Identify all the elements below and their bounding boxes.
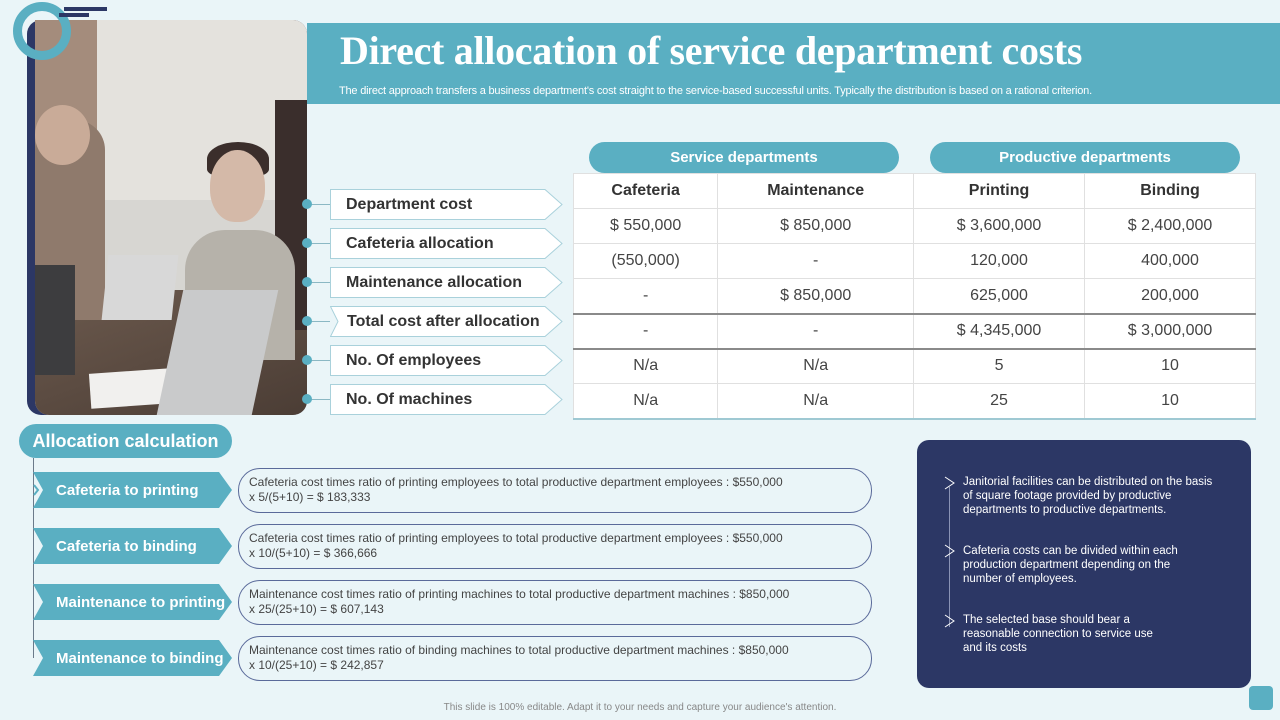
note-item: Cafeteria costs can be divided within each production department depending on the number of employees. [963, 545, 1178, 585]
alloc-tag-cafeteria-printing [33, 472, 232, 508]
table-cell: 400,000 [1085, 244, 1256, 279]
row-label-text: Maintenance allocation [346, 274, 523, 291]
row-label-text: No. Of machines [346, 391, 473, 408]
connector-line [310, 282, 330, 283]
note-item: The selected base should bear a reasonable connection to service use and its costs [963, 614, 1153, 654]
row-label-maintenance-allocation [330, 267, 563, 298]
row-label-machines [330, 384, 563, 415]
row-label-text: Department cost [346, 196, 473, 213]
photo-person-head [35, 105, 90, 165]
table-row [574, 244, 1256, 279]
formula-line: Maintenance cost times ratio of printing machines to total productive department machines : $850,000 [249, 587, 790, 601]
connector-line [310, 321, 330, 322]
row-label-total-cost [330, 306, 563, 337]
column-header-binding: Binding [1085, 174, 1256, 209]
connector-line [310, 399, 330, 400]
allocation-calculation-title: Allocation calculation [19, 424, 232, 458]
formula-line: Maintenance cost times ratio of binding machines to total productive department machines : $850,000 [249, 643, 789, 657]
alloc-tag-label: Cafeteria to binding [56, 538, 197, 555]
alloc-tag-maintenance-printing [33, 584, 232, 620]
chevron-right-icon [943, 614, 957, 628]
alloc-tag-label: Maintenance to binding [56, 650, 224, 667]
chevron-right-icon [943, 476, 957, 490]
row-label-text: Cafeteria allocation [346, 235, 494, 252]
row-label-employees [330, 345, 563, 376]
column-header-printing: Printing [914, 174, 1085, 209]
footer-note: This slide is 100% editable. Adapt it to your needs and capture your audience's attention. [443, 702, 837, 713]
table-cell: - [574, 279, 718, 314]
table-cell: N/a [574, 349, 718, 384]
connector-line [310, 360, 330, 361]
alloc-formula-box [238, 636, 872, 681]
column-header-cafeteria: Cafeteria [574, 174, 718, 209]
table-cell: N/a [718, 349, 914, 384]
table-cell: $ 4,345,000 [914, 314, 1085, 349]
table-cell: - [574, 314, 718, 349]
decorative-line [59, 13, 89, 17]
table-cell: 25 [914, 384, 1085, 419]
alloc-tag-label: Maintenance to printing [56, 594, 226, 611]
row-label-department-cost [330, 189, 563, 220]
row-label-text: Total cost after allocation [347, 313, 540, 330]
table-cell: 10 [1085, 349, 1256, 384]
table-row [574, 349, 1256, 384]
table-row [574, 209, 1256, 244]
bullet-dot-icon [302, 394, 312, 404]
alloc-tag-cafeteria-binding [33, 528, 232, 564]
table-cell: N/a [718, 384, 914, 419]
alloc-formula-box [238, 524, 872, 569]
table-header-row [574, 174, 1256, 209]
formula-result: x 10/(5+10) = $ 366,666 [249, 546, 378, 560]
photo-laptop [102, 255, 179, 320]
formula-result: x 5/(5+10) = $ 183,333 [249, 490, 371, 504]
decorative-ring-icon [13, 2, 71, 60]
connector-line [310, 243, 330, 244]
table-row [574, 384, 1256, 419]
connector-line [310, 204, 330, 205]
table-cell: 625,000 [914, 279, 1085, 314]
formula-result: x 10/(25+10) = $ 242,857 [249, 658, 384, 672]
table-cell: - [718, 244, 914, 279]
bullet-dot-icon [302, 355, 312, 365]
photo-person-head [210, 150, 265, 222]
row-label-cafeteria-allocation [330, 228, 563, 259]
productive-departments-header: Productive departments [930, 142, 1240, 173]
table-cell: $ 3,000,000 [1085, 314, 1256, 349]
chevron-right-icon [34, 485, 38, 495]
table-cell: $ 3,600,000 [914, 209, 1085, 244]
photo-laptop [35, 265, 75, 375]
table-cell: (550,000) [574, 244, 718, 279]
page-subtitle: The direct approach transfers a business department's cost straight to the service-based successful units. Typically the distribution is based on a rational criterion. [339, 85, 1092, 97]
page-title: Direct allocation of service department costs [340, 28, 1083, 73]
table-row-total [574, 314, 1256, 349]
alloc-tag-label: Cafeteria to printing [56, 482, 199, 499]
table-cell: - [718, 314, 914, 349]
table-cell: $ 550,000 [574, 209, 718, 244]
alloc-formula-box [238, 580, 872, 625]
bullet-dot-icon [302, 199, 312, 209]
alloc-formula-box [238, 468, 872, 513]
team-meeting-photo [35, 20, 307, 415]
bullet-dot-icon [302, 316, 312, 326]
formula-line: Cafeteria cost times ratio of printing employees to total productive department employees : $550,000 [249, 531, 783, 545]
table-cell: 200,000 [1085, 279, 1256, 314]
bullet-dot-icon [302, 277, 312, 287]
row-label-text: No. Of employees [346, 352, 482, 369]
column-header-maintenance: Maintenance [718, 174, 914, 209]
alloc-tag-maintenance-binding [33, 640, 232, 676]
table-cell: $ 2,400,000 [1085, 209, 1256, 244]
table-row [574, 279, 1256, 314]
table-cell: $ 850,000 [718, 209, 914, 244]
service-departments-header: Service departments [589, 142, 899, 173]
formula-line: Cafeteria cost times ratio of printing employees to total productive department employees : $550,000 [249, 475, 783, 489]
table-cell: N/a [574, 384, 718, 419]
table-cell: $ 850,000 [718, 279, 914, 314]
formula-result: x 25/(25+10) = $ 607,143 [249, 602, 384, 616]
note-item: Janitorial facilities can be distributed on the basis of square footage provided by productive departments to productive departments. [963, 476, 1213, 516]
table-cell: 5 [914, 349, 1085, 384]
decorative-line [64, 7, 107, 11]
cost-allocation-table [573, 173, 1256, 420]
chevron-right-icon [943, 544, 957, 558]
table-cell: 120,000 [914, 244, 1085, 279]
table-cell: 10 [1085, 384, 1256, 419]
bullet-dot-icon [302, 238, 312, 248]
